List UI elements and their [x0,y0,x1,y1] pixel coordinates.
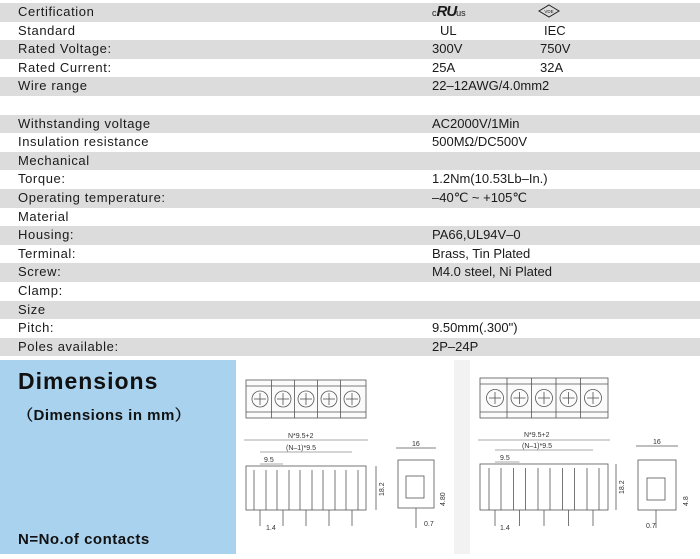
specifications-table [0,3,700,356]
spec-value-ul: 25A [432,59,456,75]
depth-label: 16 [412,441,420,448]
spec-label: Certification [18,4,95,19]
spec-row-screw [0,263,700,282]
spec-label: Rated Voltage: [18,41,112,57]
spec-value-iec: 750V [540,41,571,57]
spec-label: Withstanding voltage [18,115,151,131]
technical-drawing-ul [236,360,454,554]
technical-drawing-iec [470,360,700,554]
spec-label: Terminal: [18,245,77,261]
side-view [636,446,678,528]
dimensions-panel [0,360,236,554]
top-view [246,380,366,418]
spec-row-torque [0,170,700,189]
spec-row-wire-range [0,77,700,96]
front-view [480,464,616,526]
spec-row-standard [0,22,700,41]
spec-label: Screw: [18,264,62,280]
spec-value-iec: 32A [540,59,564,75]
spec-section-heading: Mechanical [18,152,90,168]
spec-value: 9.50mm(.300") [432,320,518,336]
spec-label: Clamp: [18,282,63,298]
pitch-span-label: (N–1)*9.5 [286,445,316,452]
pitch-span-label: (N–1)*9.5 [522,443,552,450]
spec-row-terminal [0,245,700,264]
drawing-divider [454,360,470,554]
pin-width-label: 0.7 [646,523,656,530]
spec-section-heading: Size [18,301,46,317]
spec-row-certification [0,3,700,22]
terminal-block-drawing [236,360,454,554]
spec-value: M4.0 steel, Ni Plated [432,264,552,280]
spec-value-ul: 300V [432,41,463,57]
spec-value-ul: UL [440,22,457,38]
side-view [396,448,436,528]
spec-label: Operating temperature: [18,189,166,205]
spec-label: Rated Current: [18,59,112,75]
spec-row-spacer [0,96,700,115]
spec-section-heading: Material [18,208,70,224]
top-view [480,378,608,418]
total-length-label: N*9.5+2 [524,432,550,439]
spec-row-mechanical [0,152,700,171]
spec-row-rated-current [0,59,700,78]
pin-width-label: 0.7 [424,521,434,528]
contacts-note: N=No.of contacts [18,531,150,548]
spec-value: AC2000V/1Min [432,115,520,131]
spec-row-withstanding-voltage [0,115,700,134]
spec-row-material [0,208,700,227]
spec-row-poles-available [0,338,700,357]
height-label: 18.2 [619,480,626,494]
spec-value-iec: IEC [544,22,566,38]
spec-value: PA66,UL94V–0 [432,227,521,243]
pitch-label: 9.5 [264,457,274,464]
dimension-lines [244,440,368,464]
spec-value: 500MΩ/DC500V [432,134,527,150]
spec-label: Torque: [18,171,66,187]
spec-row-housing [0,226,700,245]
spec-label: Standard [18,22,76,38]
pin-offset-label: 1.4 [266,525,276,532]
spec-row-pitch [0,319,700,338]
spec-label: Insulation resistance [18,134,150,150]
spec-value: 1.2Nm(10.53Lb–In.) [432,171,548,187]
spec-row-operating-temperature [0,189,700,208]
spec-row-clamp [0,282,700,301]
ul-certification-logo: cRUus [432,3,466,20]
spec-label: Pitch: [18,320,55,336]
side-height-label: 4.80 [440,492,447,506]
spec-label: Housing: [18,227,75,243]
spec-label: Poles available: [18,338,119,354]
total-length-label: N*9.5+2 [288,433,314,440]
dimensions-title: Dimensions [18,368,159,394]
height-label: 18.2 [379,482,386,496]
spec-value: –40℃ ~ +105℃ [432,189,527,205]
svg-text:VDE: VDE [544,9,554,14]
terminal-block-drawing [470,360,700,554]
spec-value: Brass, Tin Plated [432,245,531,261]
pin-offset-label: 1.4 [500,525,510,532]
spec-row-rated-voltage [0,40,700,59]
pitch-label: 9.5 [500,455,510,462]
spec-label: Wire range [18,78,88,94]
dimensions-subtitle: （Dimensions in mm） [18,407,191,424]
front-view [246,466,376,526]
depth-label: 16 [653,439,661,446]
side-height-label: 4.8 [683,496,690,506]
spec-value: 2P–24P [432,338,479,354]
spec-row-insulation-resistance [0,133,700,152]
spec-value: 22–12AWG/4.0mm2 [432,78,550,94]
spec-row-size [0,301,700,320]
